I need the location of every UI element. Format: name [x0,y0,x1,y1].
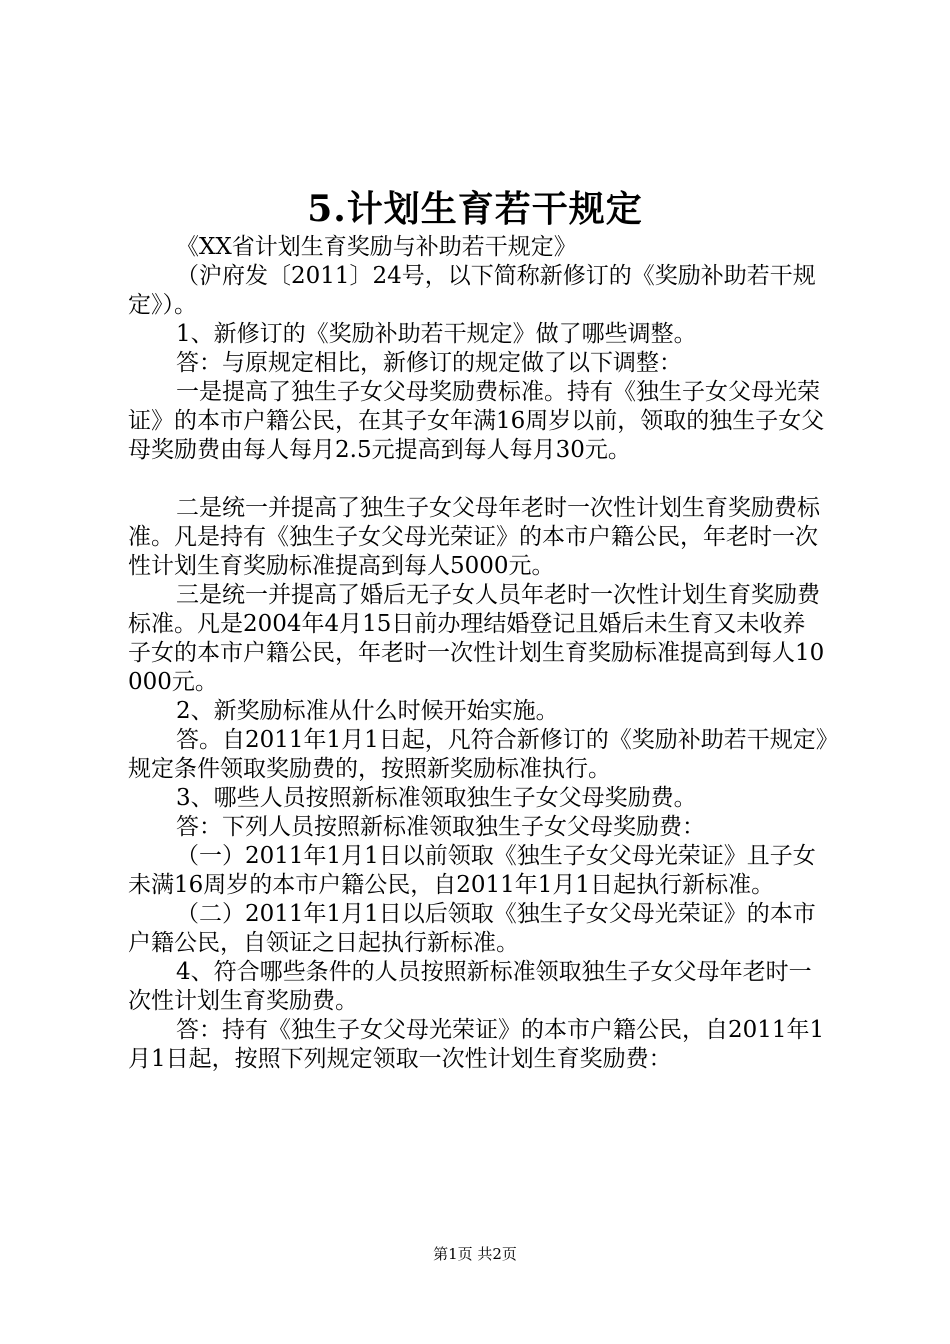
paragraph-15: 答：持有《独生子女父母光荣证》的本市户籍公民，自2011年1月1日起，按照下列规定领取一次性计划生育奖励费： [128,1017,825,1072]
paragraph-11: 答：下列人员按照新标准领取独生子女父母奖励费： [176,814,705,840]
paragraph-7: 三是统一并提高了婚后无子女人员年老时一次性计划生育奖励费标准。凡是2004年4月15日前办理结婚登记且婚后未生育又未收养子女的本市户籍公民，年老时一次性计划生育奖励标准提高到每人10000元。 [128,582,825,695]
paragraph-4: 答：与原规定相比，新修订的规定做了以下调整： [176,350,682,376]
paragraph-14: 4、符合哪些条件的人员按照新标准领取独生子女父母年老时一次性计划生育奖励费。 [128,959,812,1014]
paragraph-10: 3、哪些人员按照新标准领取独生子女父母奖励费。 [176,785,697,811]
paragraph-5: 一是提高了独生子女父母奖励费标准。持有《独生子女父母光荣证》的本市户籍公民，在其子女年满16周岁以前，领取的独生子女父母奖励费由每人每月2.5元提高到每人每月30元。 [128,379,825,463]
paragraph-12: （一）2011年1月1日以前领取《独生子女父母光荣证》且子女未满16周岁的本市户籍公民，自2011年1月1日起执行新标准。 [128,843,816,898]
paragraph-3: 1、新修订的《奖励补助若干规定》做了哪些调整。 [176,321,697,347]
paragraph-13: （二）2011年1月1日以后领取《独生子女父母光荣证》的本市户籍公民，自领证之日起执行新标准。 [128,901,816,956]
paragraph-6: 二是统一并提高了独生子女父母年老时一次性计划生育奖励费标准。凡是持有《独生子女父母光荣证》的本市户籍公民，年老时一次性计划生育奖励标准提高到每人5000元。 [128,495,820,579]
paragraph-2: （沪府发〔2011〕24号，以下简称新修订的《奖励补助若干规定》）。 [128,263,816,318]
paragraph-1: 《XX省计划生育奖励与补助若干规定》 [176,234,577,260]
paragraph-9: 答。自2011年1月1日起，凡符合新修订的《奖励补助若干规定》规定条件领取奖励费的，按照新奖励标准执行。 [128,727,828,782]
page-title: 5.计划生育若干规定 [307,188,643,230]
document-body [128,233,828,1074]
page-footer: 第1页 共2页 [433,1245,517,1263]
paragraph-8: 2、新奖励标准从什么时候开始实施。 [176,698,559,724]
